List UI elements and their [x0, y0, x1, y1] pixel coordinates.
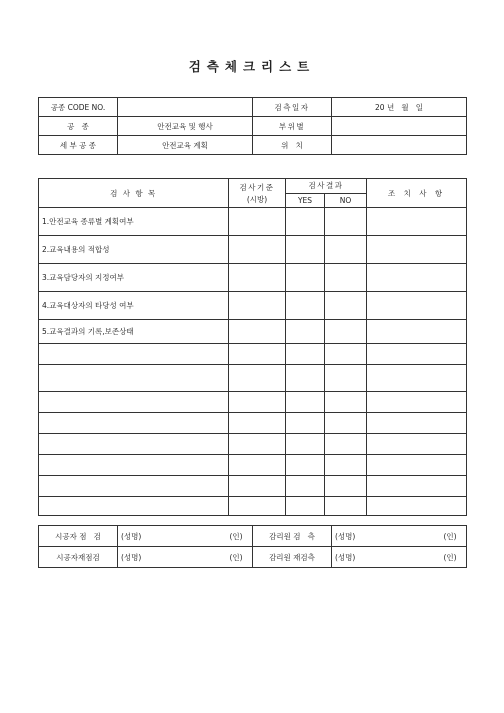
- work-label: 공 종: [39, 117, 118, 136]
- check-criteria-cell[interactable]: [229, 455, 286, 476]
- table-row: [39, 413, 467, 434]
- sign-seal-label: (인): [229, 552, 243, 562]
- check-item-label: [39, 413, 229, 434]
- check-item-label: [39, 344, 229, 365]
- check-item-label: 4.교육대상자의 타당성 여부: [39, 292, 229, 320]
- sign-contractor-reinspect-role: 시공자재점검: [39, 547, 118, 568]
- checklist-body: [39, 208, 467, 516]
- check-criteria-cell[interactable]: [229, 264, 286, 292]
- col-yes-header: YES: [286, 193, 325, 208]
- check-yes-cell[interactable]: [286, 344, 325, 365]
- table-row: [39, 208, 467, 236]
- table-row: [39, 392, 467, 413]
- detail-work-label: 세 부 공 종: [39, 136, 118, 155]
- check-criteria-cell[interactable]: [229, 208, 286, 236]
- location-value[interactable]: [332, 136, 467, 155]
- header-row-code: [39, 98, 467, 117]
- check-yes-cell[interactable]: [286, 208, 325, 236]
- check-criteria-cell[interactable]: [229, 292, 286, 320]
- signature-row-1: [39, 526, 467, 547]
- col-action-header: 조 치 사 항: [367, 179, 467, 208]
- col-no-header: NO: [325, 193, 367, 208]
- sign-supervisor-reinspect-role: 감리원 재검측: [253, 547, 332, 568]
- check-no-cell[interactable]: [325, 236, 367, 264]
- work-value[interactable]: 안전교육 및 행사: [118, 117, 253, 136]
- check-action-cell[interactable]: [367, 264, 467, 292]
- check-item-label: [39, 392, 229, 413]
- check-item-label: [39, 365, 229, 392]
- sign-seal-label: (인): [443, 552, 457, 562]
- check-action-cell[interactable]: [367, 292, 467, 320]
- table-row: [39, 476, 467, 497]
- signature-table: [38, 525, 467, 568]
- col-criteria-sub: (시방): [246, 194, 268, 204]
- check-item-label: 2.교육내용의 적합성: [39, 236, 229, 264]
- col-result-header: 검사결과: [286, 179, 367, 194]
- sign-contractor-reinspect[interactable]: [118, 547, 253, 568]
- check-no-cell[interactable]: [325, 320, 367, 344]
- check-criteria-cell[interactable]: [229, 476, 286, 497]
- check-no-cell[interactable]: [325, 434, 367, 455]
- table-row: [39, 455, 467, 476]
- check-item-label: [39, 434, 229, 455]
- check-criteria-cell[interactable]: [229, 497, 286, 516]
- check-item-label: [39, 497, 229, 516]
- table-row: [39, 365, 467, 392]
- check-no-cell[interactable]: [325, 476, 367, 497]
- table-row: [39, 236, 467, 264]
- part-value[interactable]: [332, 117, 467, 136]
- col-criteria-header: [229, 179, 286, 208]
- col-item-header: 검 사 항 목: [39, 179, 229, 208]
- check-yes-cell[interactable]: [286, 365, 325, 392]
- check-item-label: [39, 455, 229, 476]
- check-yes-cell[interactable]: [286, 392, 325, 413]
- inspect-date-value[interactable]: 20 년 월 일: [332, 98, 467, 117]
- check-no-cell[interactable]: [325, 264, 367, 292]
- work-code-value[interactable]: [118, 98, 253, 117]
- check-item-label: 1.안전교육 종류별 계획여부: [39, 208, 229, 236]
- table-row: [39, 292, 467, 320]
- check-item-label: 3.교육담당자의 지정여부: [39, 264, 229, 292]
- check-action-cell[interactable]: [367, 413, 467, 434]
- check-criteria-cell[interactable]: [229, 392, 286, 413]
- sign-name-label: (성명): [335, 531, 356, 541]
- sign-seal-label: (인): [443, 531, 457, 541]
- table-row: [39, 344, 467, 365]
- header-row-work: [39, 117, 467, 136]
- check-action-cell[interactable]: [367, 476, 467, 497]
- check-yes-cell[interactable]: [286, 455, 325, 476]
- check-criteria-cell[interactable]: [229, 344, 286, 365]
- check-criteria-cell[interactable]: [229, 434, 286, 455]
- sign-name-label: (성명): [121, 531, 142, 541]
- check-yes-cell[interactable]: [286, 264, 325, 292]
- check-action-cell[interactable]: [367, 208, 467, 236]
- check-no-cell[interactable]: [325, 208, 367, 236]
- sign-supervisor-reinspect[interactable]: [332, 547, 467, 568]
- check-yes-cell[interactable]: [286, 434, 325, 455]
- check-criteria-cell[interactable]: [229, 413, 286, 434]
- check-action-cell[interactable]: [367, 365, 467, 392]
- header-info-table: [38, 97, 467, 155]
- header-row-detail: [39, 136, 467, 155]
- signature-row-2: [39, 547, 467, 568]
- check-criteria-cell[interactable]: [229, 365, 286, 392]
- check-action-cell[interactable]: [367, 344, 467, 365]
- sign-name-label: (성명): [121, 552, 142, 562]
- check-no-cell[interactable]: [325, 497, 367, 516]
- location-label: 위 치: [253, 136, 332, 155]
- check-criteria-cell[interactable]: [229, 236, 286, 264]
- check-yes-cell[interactable]: [286, 292, 325, 320]
- check-no-cell[interactable]: [325, 344, 367, 365]
- check-item-label: 5.교육결과의 기록,보존상태: [39, 320, 229, 344]
- check-yes-cell[interactable]: [286, 320, 325, 344]
- table-row: [39, 434, 467, 455]
- table-row: [39, 320, 467, 344]
- check-action-cell[interactable]: [367, 497, 467, 516]
- sign-seal-label: (인): [229, 531, 243, 541]
- sign-contractor-inspect-role: 시공자 점 검: [39, 526, 118, 547]
- check-yes-cell[interactable]: [286, 476, 325, 497]
- check-no-cell[interactable]: [325, 455, 367, 476]
- check-action-cell[interactable]: [367, 455, 467, 476]
- page-title: 검측체크리스트: [188, 59, 316, 74]
- checklist-table: [38, 178, 467, 516]
- col-criteria-label: 검사기준: [239, 182, 275, 192]
- check-no-cell[interactable]: [325, 413, 367, 434]
- part-label: 부위별: [253, 117, 332, 136]
- check-no-cell[interactable]: [325, 292, 367, 320]
- table-row: [39, 497, 467, 516]
- checklist-header-row: [39, 179, 467, 194]
- table-row: [39, 264, 467, 292]
- inspect-date-label: 검측일자: [253, 98, 332, 117]
- work-code-label: 공종 CODE NO.: [39, 98, 118, 117]
- sign-supervisor-inspect-role: 감리원 검 측: [253, 526, 332, 547]
- check-yes-cell[interactable]: [286, 497, 325, 516]
- check-no-cell[interactable]: [325, 392, 367, 413]
- check-no-cell[interactable]: [325, 365, 367, 392]
- check-action-cell[interactable]: [367, 236, 467, 264]
- check-item-label: [39, 476, 229, 497]
- check-criteria-cell[interactable]: [229, 320, 286, 344]
- check-action-cell[interactable]: [367, 392, 467, 413]
- sign-contractor-inspect[interactable]: [118, 526, 253, 547]
- check-yes-cell[interactable]: [286, 413, 325, 434]
- check-action-cell[interactable]: [367, 434, 467, 455]
- check-yes-cell[interactable]: [286, 236, 325, 264]
- check-action-cell[interactable]: [367, 320, 467, 344]
- sign-name-label: (성명): [335, 552, 356, 562]
- sign-supervisor-inspect[interactable]: [332, 526, 467, 547]
- detail-work-value[interactable]: 안전교육 계획: [118, 136, 253, 155]
